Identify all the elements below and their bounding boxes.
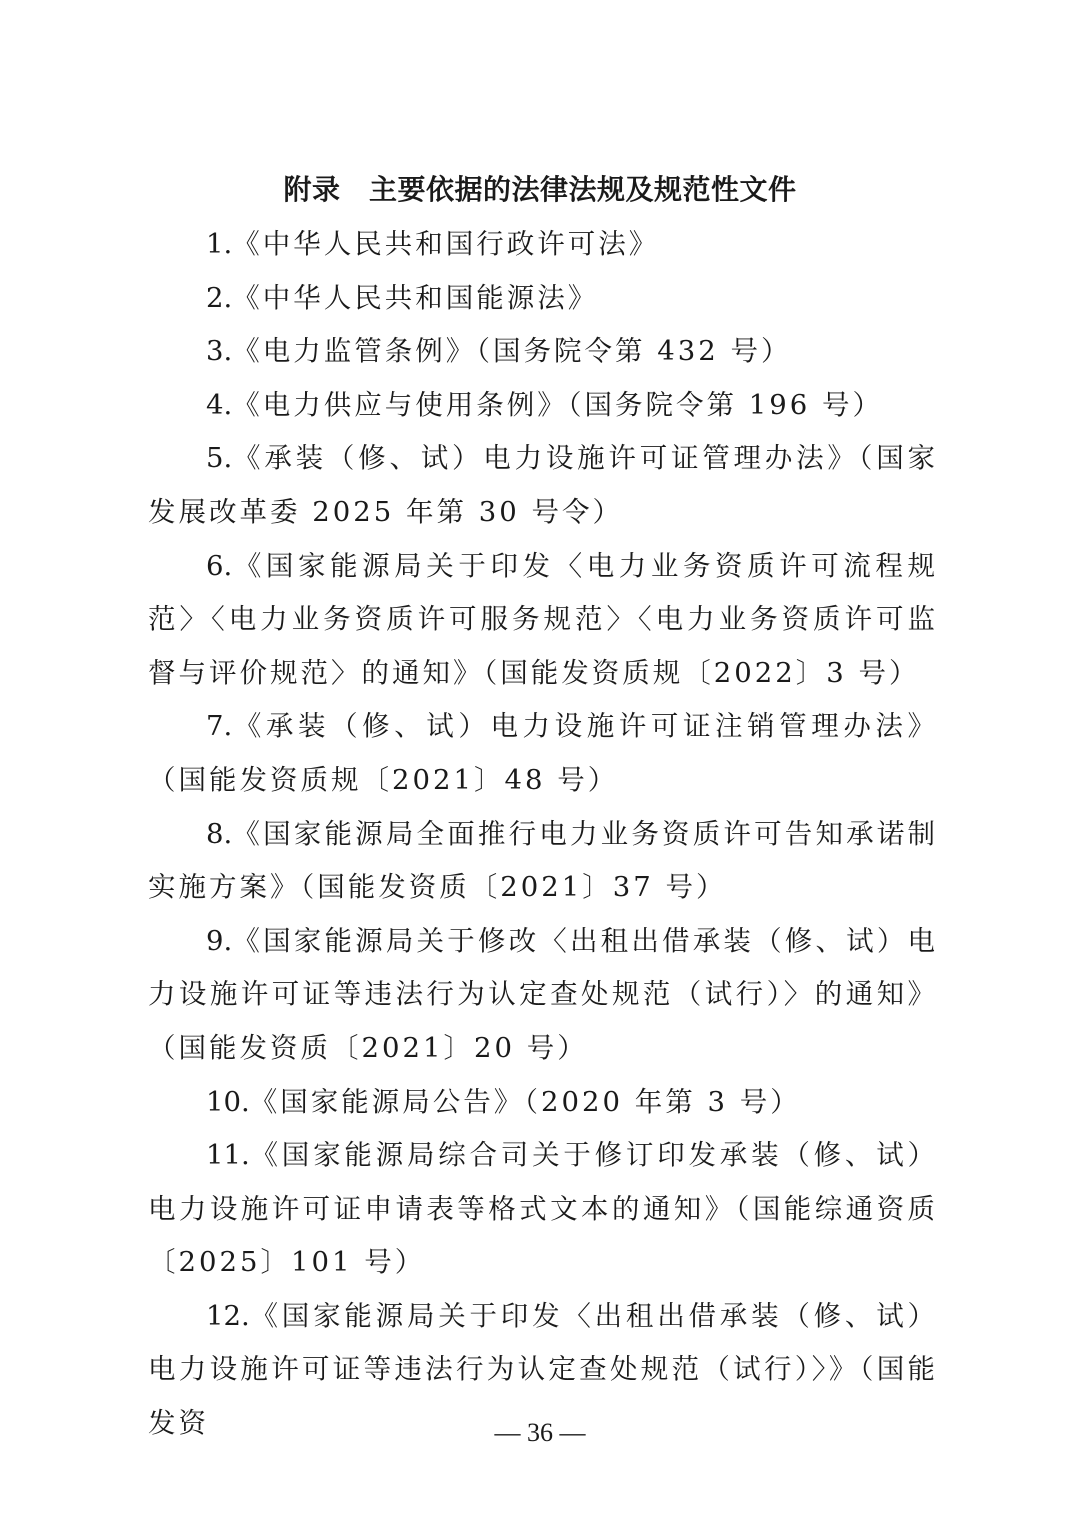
item-text: 《中华人民共和国能源法》 (232, 281, 599, 314)
item-number: 2. (206, 281, 233, 314)
item-text: 《国家能源局综合司关于修订印发承装（修、试）电力设施许可证申请表等格式文本的通知》（国能综通资质〔2025〕101 号） (148, 1139, 938, 1279)
item-number: 3. (206, 335, 233, 368)
item-number: 4. (206, 388, 233, 421)
item-text: 《电力监管条例》（国务院令第 432 号） (232, 335, 792, 368)
item-text: 《国家能源局公告》（2020 年第 3 号） (249, 1085, 801, 1118)
list-item (148, 218, 938, 272)
item-text: 《承装（修、试）电力设施许可证注销管理办法》（国能发资质规〔2021〕48 号） (148, 710, 938, 796)
list-item (148, 432, 938, 539)
list-item (148, 808, 938, 915)
item-number: 6. (206, 549, 233, 582)
appendix-title: 附录 主要依据的法律法规及规范性文件 (283, 173, 797, 206)
item-number: 12. (206, 1299, 250, 1332)
item-number: 5. (206, 442, 233, 475)
item-number: 11. (206, 1139, 250, 1172)
item-number: 10. (206, 1085, 250, 1118)
item-number: 1. (206, 228, 233, 260)
list-item (148, 379, 938, 433)
item-number: 7. (206, 710, 233, 743)
list-item (148, 540, 938, 701)
list-item (148, 325, 938, 379)
list-item (148, 700, 938, 807)
item-text: 《国家能源局关于印发〈电力业务资质许可流程规范〉〈电力业务资质许可服务规范〉〈电力业务资质许可监督与评价规范〉的通知》（国能发资质规〔2022〕3 号） (148, 549, 938, 689)
list-item (148, 1129, 938, 1290)
item-text: 《国家能源局关于印发〈出租出借承装（修、试）电力设施许可证等违法行为认定查处规范（试行）〉》（国能发资 (148, 1299, 938, 1440)
item-text: 《国家能源局关于修改〈出租出借承装（修、试）电力设施许可证等违法行为认定查处规范（试行）〉的通知》（国能发资质〔2021〕20 号） (148, 924, 938, 1064)
item-number: 9. (206, 924, 233, 957)
item-text: 《承装（修、试）电力设施许可证管理办法》（国家发展改革委 2025 年第 30 号令） (148, 442, 938, 528)
list-item (148, 1076, 938, 1130)
item-text: 《电力供应与使用条例》（国务院令第 196 号） (232, 388, 883, 421)
list-item (148, 915, 938, 1076)
item-text: 《国家能源局全面推行电力业务资质许可告知承诺制实施方案》（国能发资质〔2021〕37 号） (148, 817, 938, 904)
list-item (148, 272, 938, 326)
page-number: — 36 — (494, 1418, 586, 1447)
item-number: 8. (206, 817, 233, 850)
item-text: 《中华人民共和国行政许可法》 (232, 228, 660, 260)
regulation-list (148, 218, 938, 1451)
